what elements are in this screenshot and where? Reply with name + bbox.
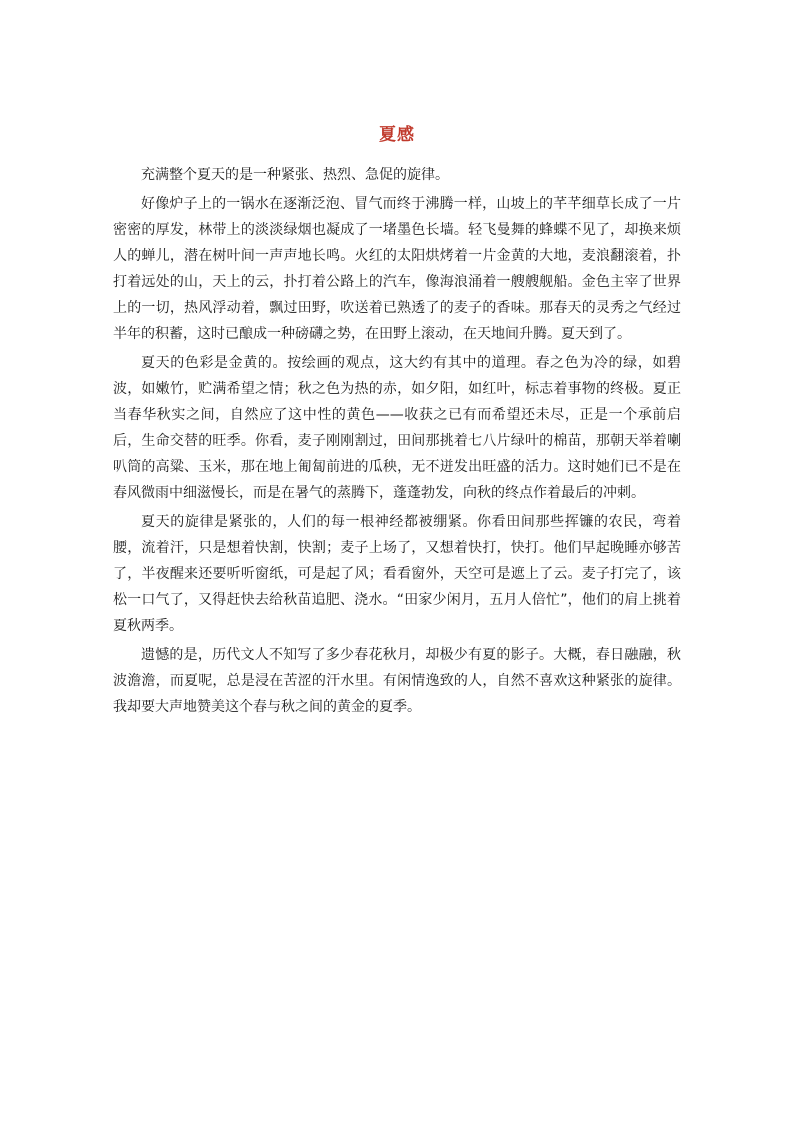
document-body xyxy=(113,162,681,720)
paragraph-1: 充满整个夏天的是一种紧张、热烈、急促的旋律。 xyxy=(141,167,449,183)
paragraph-3: 夏天的色彩是金黄的。按绘画的观点，这大约有其中的道理。春之色为冷的绿，如碧波，如嫩竹，贮满希望之情；秋之色为热的赤，如夕阳，如红叶，标志着事物的终极。夏正当春华秋实之间，自然应了这中性的黄色——收获之已有而希望还未尽，正是一个承前启后，生命交替的旺季。你看，麦子刚刚割过，田间那挑着七八片绿叶的棉苗，那朝天举着喇叭筒的高粱、玉米，那在地上匍匐前进的瓜秧，无不迸发出旺盛的活力。这时她们已不是在春风微雨中细滋慢长，而是在暑气的蒸腾下，蓬蓬勃发，向秋的终点作着最后的冲刺。 xyxy=(113,355,681,501)
document-title: 夏感 xyxy=(379,125,415,145)
paragraph-5: 遗憾的是，历代文人不知写了多少春花秋月，却极少有夏的影子。大概，春日融融，秋波澹澹，而夏呢，总是浸在苦涩的汗水里。有闲情逸致的人，自然不喜欢这种紧张的旋律。我却要大声地赞美这个春与秋之间的黄金的夏季。 xyxy=(113,647,681,715)
paragraph-4: 夏天的旋律是紧张的，人们的每一根神经都被绷紧。你看田间那些挥镰的农民，弯着腰，流着汗，只是想着快割，快割；麦子上场了，又想着快打，快打。他们早起晚睡亦够苦了，半夜醒来还要听听窗纸，可是起了风；看看窗外，天空可是遮上了云。麦子打完了，该松一口气了，又得赶快去给秋苗追肥、浇水。“田家少闲月，五月人倍忙”，他们的肩上挑着夏秋两季。 xyxy=(113,514,681,634)
paragraph-2: 好像炉子上的一锅水在逐渐泛泡、冒气而终于沸腾一样，山坡上的芊芊细草长成了一片密密的厚发，林带上的淡淡绿烟也凝成了一堵墨色长墙。轻飞曼舞的蜂蝶不见了，却换来烦人的蝉儿，潜在树叶间一声声地长鸣。火红的太阳烘烤着一片金黄的大地，麦浪翻滚着，扑打着远处的山，天上的云，扑打着公路上的汽车，像海浪涌着一艘艘舰船。金色主宰了世界上的一切，热风浮动着，飘过田野，吹送着已熟透了的麦子的香味。那春天的灵秀之气经过半年的积蓄，这时已酿成一种磅礴之势，在田野上滚动，在天地间升腾。夏天到了。 xyxy=(113,196,681,342)
